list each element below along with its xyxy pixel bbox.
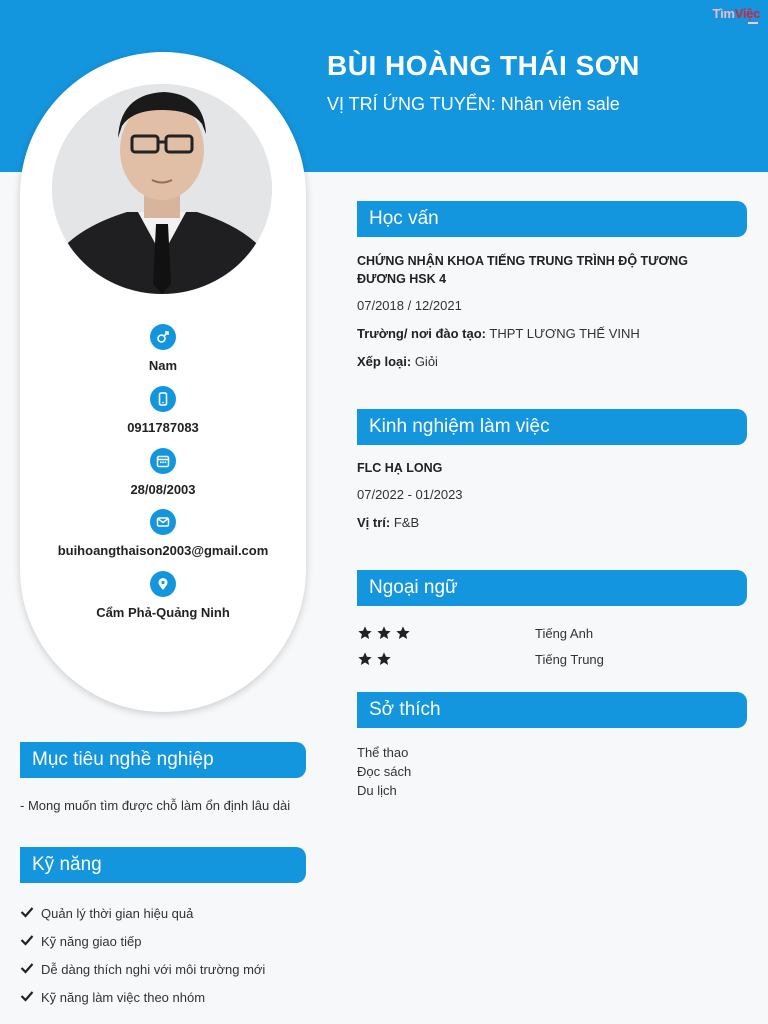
logo-text-part1: Tìm [712,6,735,21]
contact-address [20,571,306,620]
checkmark-icon [20,962,34,974]
education-title: CHỨNG NHẬN KHOA TIẾNG TRUNG TRÌNH ĐỘ TƯƠNG ĐƯƠNG HSK 4 [357,254,688,286]
experience-company: FLC HẠ LONG [357,461,443,475]
hobby-item: Đọc sách [357,764,412,779]
skill-label: Dễ dàng thích nghi với môi trường mới [41,962,266,977]
language-row [357,625,727,643]
star-icon [376,651,392,667]
school-value: THPT LƯƠNG THẾ VINH [489,326,640,341]
site-logo[interactable] [712,6,760,21]
applied-position: VỊ TRÍ ỨNG TUYỂN: Nhân viên sale [327,94,620,114]
candidate-name: BÙI HOÀNG THÁI SƠN [327,50,640,81]
logo-underline [748,22,758,24]
language-row [357,651,727,669]
hobby-item: Du lịch [357,783,397,798]
star-icon [395,625,411,641]
languages-heading: Ngoại ngữ [357,570,747,606]
role-value: F&B [393,515,420,530]
contact-birthday [20,448,306,497]
star-icon [357,651,373,667]
experience-heading: Kinh nghiệm làm việc [357,409,747,445]
birthday-value: 28/08/2003 [130,482,196,497]
calendar-icon [150,448,176,474]
star-icon [376,625,392,641]
email-value[interactable]: buihoangthaison2003@gmail.com [57,543,269,558]
hobby-item: Thể thao [357,745,409,760]
skills-heading: Kỹ năng [20,847,306,883]
hobbies-heading: Sở thích [357,692,747,728]
star-rating [357,625,411,641]
skill-label: Kỹ năng giao tiếp [41,934,142,949]
language-name: Tiếng Trung [535,652,604,667]
role-label: Vị trí: [357,515,391,530]
checkmark-icon [20,934,34,946]
contact-email [20,509,306,558]
education-period: 07/2018 / 12/2021 [357,298,462,313]
objective-text: - Mong muốn tìm được chỗ làm ổn định lâu dài [20,798,291,813]
education-school [357,326,640,341]
experience-role [357,515,419,530]
education-heading: Học vấn [357,201,747,237]
star-rating [357,651,392,667]
logo-text-part2: Việc [734,6,760,21]
education-rank [357,354,438,369]
skill-label: Kỹ năng làm việc theo nhóm [41,990,206,1005]
contact-phone [20,386,306,435]
email-icon [150,509,176,535]
gender-value: Nam [148,358,178,373]
school-label: Trường/ nơi đào tạo: [357,326,487,341]
checkmark-icon [20,906,34,918]
checkmark-icon [20,990,34,1002]
gender-icon [150,324,176,350]
star-icon [357,625,373,641]
avatar [52,84,272,294]
rank-label: Xếp loại: [357,354,412,369]
experience-period: 07/2022 - 01/2023 [357,487,463,502]
phone-value[interactable]: 0911787083 [127,420,199,435]
location-pin-icon [150,571,176,597]
phone-icon [150,386,176,412]
objective-heading: Mục tiêu nghề nghiệp [20,742,306,778]
contact-gender [20,324,306,373]
address-value: Cẩm Phả-Quảng Ninh [96,605,230,620]
language-name: Tiếng Anh [535,626,594,641]
skill-label: Quản lý thời gian hiệu quả [41,906,194,921]
rank-value: Giỏi [414,354,438,369]
